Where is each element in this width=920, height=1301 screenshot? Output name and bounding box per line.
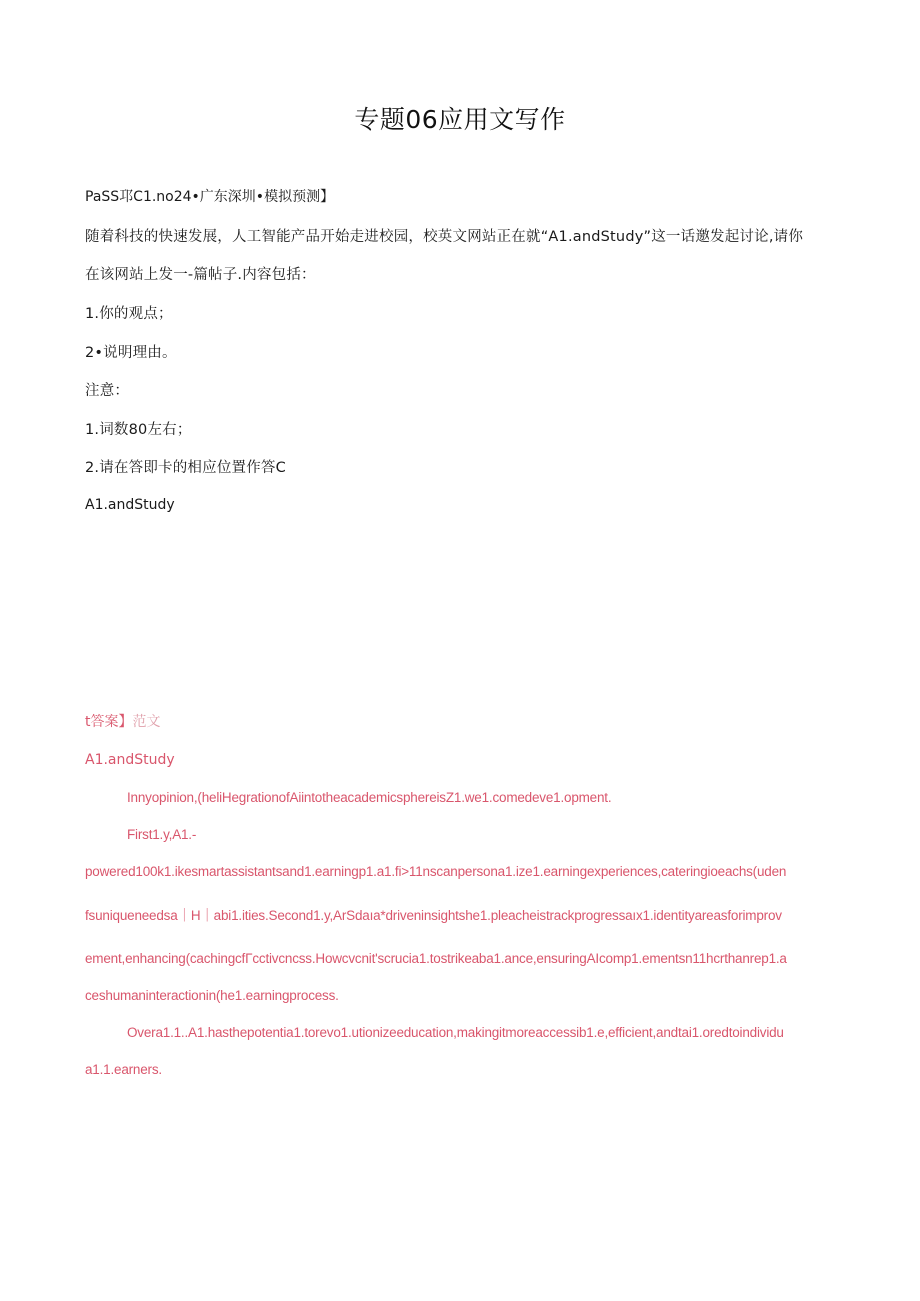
notice-item-1: 1.词数80左右；: [85, 422, 192, 438]
question-intro-line-2: 在该网站上发一-篇帖子.内容包括：: [85, 267, 316, 283]
answer-paragraph-2-line-4: ement,enhancing(cachingcfΓcctivcncss.Howcvcnit'scrucia1.tostrikeaba1.ance,ensuringAIcomp1.ementsn11hcrthanrep1.a: [85, 951, 787, 966]
answer-paragraph-2-line-3: fsuniqueneedsa｜H｜abi1.ities.Second1.y,ArSdaıa*driveninsightshe1.pleacheistrackprogressaıx1.identityareasforimprov: [85, 908, 782, 923]
question-point-1: 1.你的观点；: [85, 306, 173, 322]
answer-label: [85, 711, 161, 731]
answer-paragraph-3-line-1: Overa1.1..A1.hasthepotentia1.torevo1.utionizeeducation,makingitmoreaccessib1.e,efficient,andtai1.oredtoindividu: [127, 1025, 784, 1040]
answer-paragraph-2-line-5: ceshumaninteractionin(he1.earningprocess.: [85, 988, 339, 1003]
notice-item-2: 2.请在答即卡的相应位置作答C: [85, 460, 286, 476]
answer-paragraph-2-start: First1.y,A1.-: [127, 827, 197, 842]
notice-label: 注意：: [85, 383, 130, 399]
answer-essay-title: A1.andStudy: [85, 752, 175, 768]
answer-label-bracket: t答案】: [85, 714, 133, 730]
answer-paragraph-2-line-2: powered100k1.ikesmartassistantsand1.earningp1.a1.fi>11nscanpersona1.ize1.earningexperiences,cateringioeachs(uden: [85, 864, 787, 879]
answer-paragraph-3-line-2: a1.1.earners.: [85, 1062, 162, 1077]
question-essay-title: A1.andStudy: [85, 497, 175, 513]
answer-paragraph-1: Innyopinion,(heliHegrationofAiintotheacademicsphereisZ1.we1.comedeve1.opment.: [127, 790, 612, 805]
answer-label-text: 范文: [132, 714, 161, 730]
question-point-2: 2•说明理由。: [85, 345, 177, 361]
page-title: 专题06应用文写作: [354, 105, 566, 134]
question-source: PaSS邛C1.no24•广东深圳•模拟预测】: [85, 189, 335, 205]
question-intro-line-1: 随着科技的快速发展，人工智能产品开始走进校园，校英文网站正在就“A1.andStudy”这一话邀发起讨论,请你: [85, 229, 804, 245]
